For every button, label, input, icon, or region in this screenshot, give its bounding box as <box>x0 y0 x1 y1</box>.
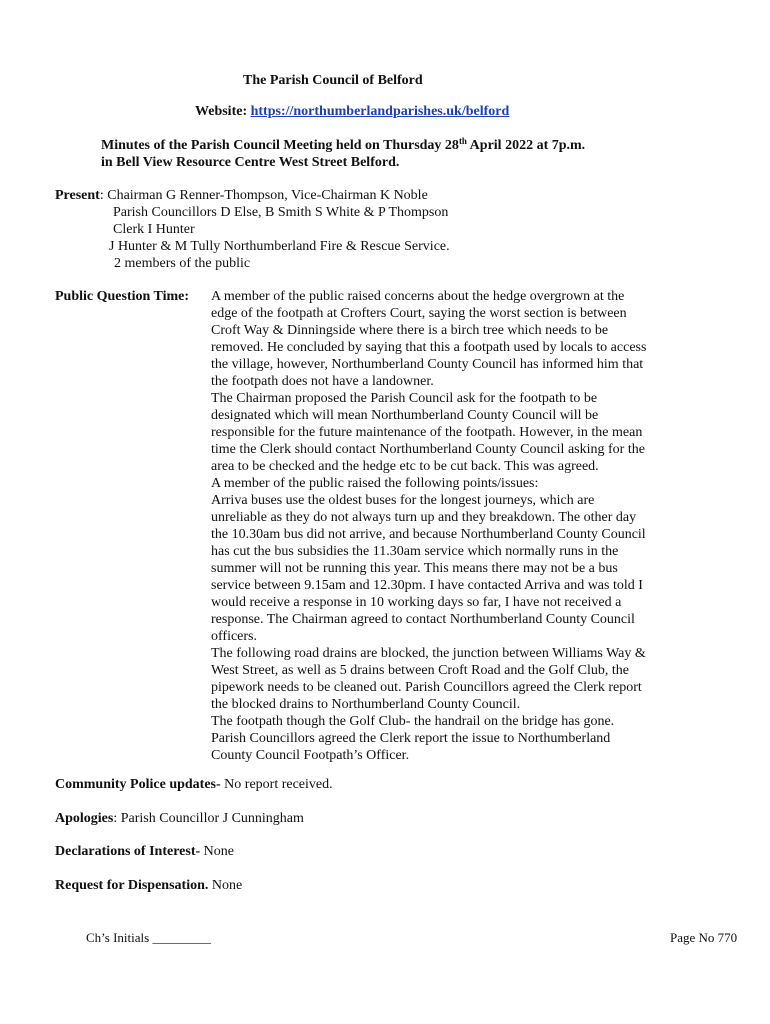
present-label: Present <box>55 188 100 203</box>
website-label: Website: <box>195 104 248 119</box>
paragraph-line: designated which will mean Northumberland County Council will be <box>211 408 599 423</box>
public-question-body <box>211 288 646 764</box>
paragraph-line: has cut the bus subsidies the 11.30am service which normally runs in the <box>211 544 619 559</box>
declarations-section <box>55 843 234 860</box>
present-line: : Chairman G Renner-Thompson, Vice-Chairman K Noble <box>99 188 428 203</box>
apologies-value: : Parish Councillor J Cunningham <box>113 811 304 826</box>
paragraph-line: The following road drains are blocked, the junction between Williams Way & <box>211 646 646 661</box>
paragraph-line: Arriva buses use the oldest buses for the longest journeys, which are <box>211 493 595 508</box>
paragraph-line: West Street, as well as 5 drains between Croft Road and the Golf Club, the <box>211 663 629 678</box>
declarations-label: Declarations of Interest- <box>55 844 201 859</box>
minutes-heading-line2: in Bell View Resource Centre West Street Belford. <box>101 155 400 170</box>
paragraph-line: service between 9.15am and 12.30pm. I have contacted Arriva and was told I <box>211 578 643 593</box>
document-title: The Parish Council of Belford <box>243 73 423 88</box>
present-section <box>55 187 428 204</box>
paragraph-line: Parish Councillors agreed the Clerk report the issue to Northumberland <box>211 731 611 746</box>
paragraph-line: Croft Way & Dinningside where there is a birch tree which needs to be <box>211 323 609 338</box>
website-link[interactable]: https://northumberlandparishes.uk/belford <box>250 104 510 119</box>
paragraph-line: The Chairman proposed the Parish Council ask for the footpath to be <box>211 391 598 406</box>
paragraph-line: the 10.30am bus did not arrive, and because Northumberland County Council <box>211 527 646 542</box>
present-line: Clerk I Hunter <box>113 222 195 237</box>
community-police-label: Community Police updates- <box>55 777 221 792</box>
paragraph-line: unreliable as they do not always turn up and they breakdown. The other day <box>211 510 637 525</box>
public-question-label: Public Question Time: <box>55 289 190 304</box>
paragraph-line: would receive a response in 10 working days so far, I have not received a <box>211 595 622 610</box>
apologies-label: Apologies <box>55 811 114 826</box>
website-line <box>195 103 509 120</box>
paragraph-line: time the Clerk should contact Northumberland County Council asking for the <box>211 442 645 457</box>
paragraph-line: summer will not be running this year. This means there may not be a bus <box>211 561 618 576</box>
community-police-value: No report received. <box>220 777 333 792</box>
paragraph-line: the footpath does not have a landowner. <box>211 374 434 389</box>
apologies-section <box>55 810 304 827</box>
paragraph-line: area to be checked and the hedge etc to be cut back. This was agreed. <box>211 459 599 474</box>
paragraph-line: removed. He concluded by saying that this a footpath used by locals to access <box>211 340 647 355</box>
page-number: Page No 770 <box>670 930 738 945</box>
paragraph-line: the blocked drains to Northumberland County Council. <box>211 697 521 712</box>
paragraph-line: edge of the footpath at Crofters Court, saying the worst section is between <box>211 306 627 321</box>
community-police-section <box>55 776 333 793</box>
dispensation-section <box>55 877 242 894</box>
chairman-initials: Ch’s Initials _________ <box>86 930 211 945</box>
minutes-heading-text: Minutes of the Parish Council Meeting held on Thursday 28 <box>101 138 459 153</box>
paragraph-line: pipework needs to be cleaned out. Parish Councillors agreed the Clerk report <box>211 680 642 695</box>
paragraph-line: responsible for the future maintenance of the footpath. However, in the mean <box>211 425 643 440</box>
paragraph-line: County Council Footpath’s Officer. <box>211 748 410 763</box>
paragraph-line: response. The Chairman agreed to contact Northumberland County Council <box>211 612 635 627</box>
dispensation-label: Request for Dispensation. <box>55 878 209 893</box>
paragraph-line: officers. <box>211 629 257 644</box>
present-line: Parish Councillors D Else, B Smith S White & P Thompson <box>113 205 449 220</box>
present-line: 2 members of the public <box>114 256 251 271</box>
paragraph-line: The footpath though the Golf Club- the handrail on the bridge has gone. <box>211 714 615 729</box>
present-list <box>113 204 448 238</box>
paragraph-line: the village, however, Northumberland County Council has informed him that <box>211 357 644 372</box>
present-line: J Hunter & M Tully Northumberland Fire & Rescue Service. <box>109 239 450 254</box>
minutes-heading-line1 <box>101 137 585 154</box>
date-ordinal-suffix: th <box>458 136 467 146</box>
dispensation-value: None <box>208 878 243 893</box>
minutes-heading-date: April 2022 at 7p.m. <box>466 138 586 153</box>
declarations-value: None <box>200 844 234 859</box>
paragraph-line: A member of the public raised concerns about the hedge overgrown at the <box>211 289 625 304</box>
paragraph-line: A member of the public raised the following points/issues: <box>211 476 539 491</box>
